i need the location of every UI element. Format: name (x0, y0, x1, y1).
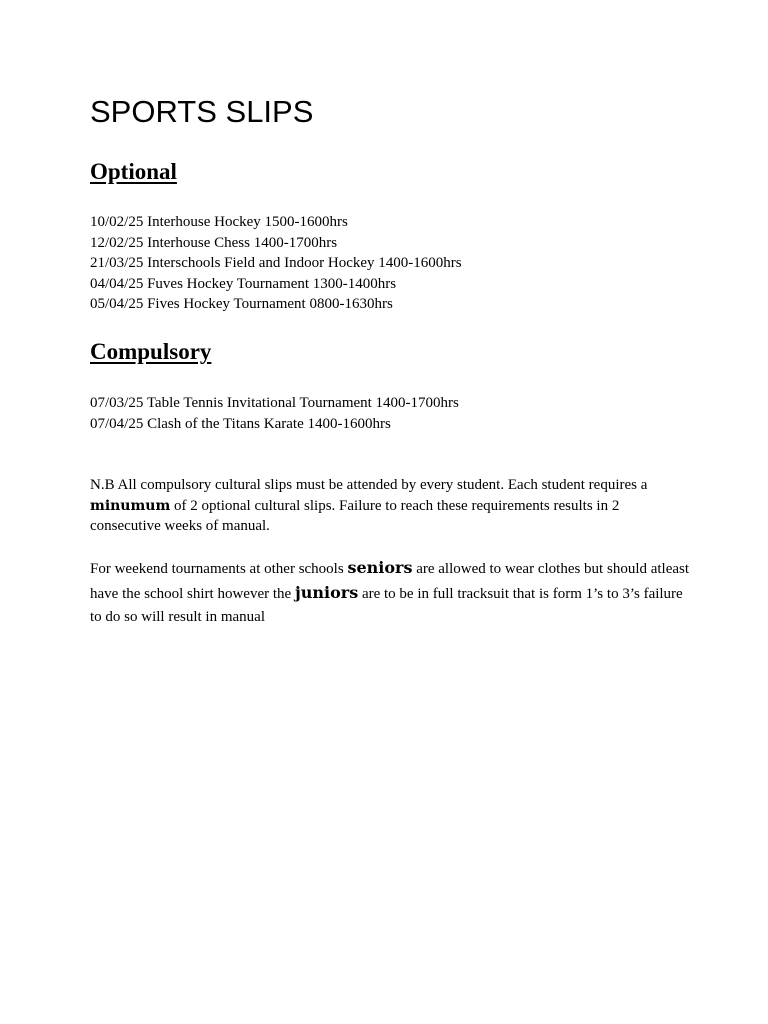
page-title: SPORTS SLIPS (90, 94, 314, 129)
list-item: 12/02/25 Interhouse Chess 1400-1700hrs (90, 234, 338, 251)
list-item: 04/04/25 Fuves Hockey Tournament 1300-1400hrs (90, 275, 397, 292)
juniors-emphasis: juniors (294, 583, 359, 602)
weekend-note-text: are allowed to wear clothes but should atleast have the school shirt however the (90, 561, 690, 602)
nb-note-text: N.B All compulsory cultural slips must be attended by every student. Each student requires a (90, 477, 648, 493)
weekend-note (90, 556, 690, 629)
nb-note (90, 475, 690, 537)
list-item: 10/02/25 Interhouse Hockey 1500-1600hrs (90, 214, 348, 230)
compulsory-heading: Compulsory (90, 339, 212, 364)
nb-note-text: of 2 optional cultural slips. Failure to reach these requirements results in 2 consecutive weeks of manual. (90, 497, 620, 534)
list-item: 07/03/25 Table Tennis Invitational Tournament 1400-1700hrs (90, 395, 459, 411)
list-item: 21/03/25 Interschools Field and Indoor Hockey 1400-1600hrs (90, 255, 462, 271)
optional-heading: Optional (90, 159, 177, 184)
weekend-note-text: For weekend tournaments at other schools (90, 561, 348, 577)
list-item: 07/04/25 Clash of the Titans Karate 1400-1600hrs (90, 415, 391, 432)
seniors-emphasis: seniors (347, 558, 413, 577)
optional-list (90, 212, 462, 315)
compulsory-list (90, 393, 459, 434)
minimum-emphasis: minumum (90, 497, 171, 514)
weekend-note-text: are to be in full tracksuit that is form 1’s to 3’s failure to do so will result in manual (90, 586, 683, 625)
list-item: 05/04/25 Fives Hockey Tournament 0800-1630hrs (90, 296, 393, 312)
